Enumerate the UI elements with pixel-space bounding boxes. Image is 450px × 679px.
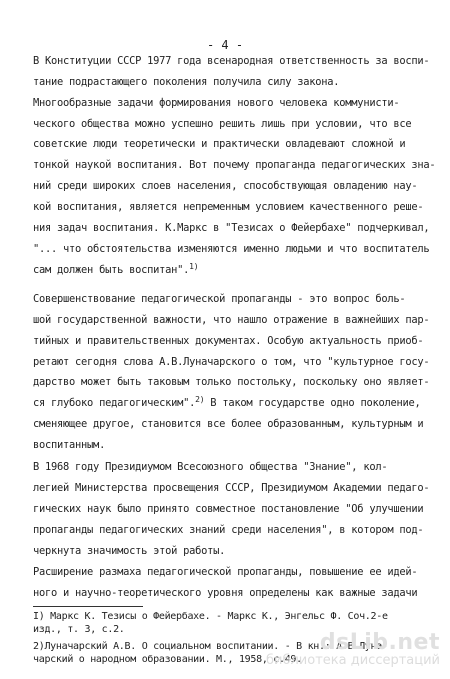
text-line: легией Министерства просвещения СССР, Президиумом Академии педаго- [33,482,430,494]
footnote-separator [33,606,143,607]
text-line [33,264,198,276]
text-line: ния задач воспитания. К.Маркс в "Тезисах о Фейербахе" подчеркивал, [33,222,430,234]
text-line: тонкой наукой воспитания. Вот почему пропаганда педагогических зна- [33,159,436,171]
text-line: ний среди широких слоев населения, способствующая овладению нау- [33,180,418,192]
text-line: шой государственной важности, что нашло отражение в важнейших пар- [33,314,430,326]
text-line: сменяющее другое, становится все более образованным, культурным и [33,418,424,430]
text-line: "... что обстоятельства изменяются именно людьми и что воспитатель [33,243,430,255]
text-line: ного и научно-теоретического уровня определены как важные задачи [33,587,418,599]
text-line: черкнута значимость этой работы. [33,545,226,557]
text-segment: В таком государстве одно поколение, [204,397,421,409]
text-line: тийных и правительственных документах. Особую актуальность приоб- [33,335,424,347]
text-line: тание подрастающего поколения получила силу закона. [33,76,340,88]
text-line [33,397,421,409]
footnote-line: I) Маркс К. Тезисы о Фейербахе. - Маркс К., Энгельс Ф. Соч.2-е [33,611,388,622]
text-line: Совершенствование педагогической пропаганды - это вопрос боль- [33,293,406,305]
text-line: Расширение размаха педагогической пропаганды, повышение ее идей- [33,566,418,578]
text-line: ческого общества можно успешно решить лишь при условии, что все [33,118,412,130]
footnote-line: изд., т. 3, с.2. [33,624,125,635]
text-line: советские люди теоретически и практически овладевают сложной и [33,138,406,150]
text-segment: ся глубоко педагогическим". [33,397,196,409]
footnote-line: 2)Луначарский А.В. О социальном воспитании. - В кн.: А.В.Луна- [33,641,388,652]
footnote-line: чарский о народном образовании. М., 1958, с.49. [33,654,302,665]
text-line: дарство может быть таковым только постольку, поскольку оно являет- [33,376,430,388]
watermark-caption: библиотека диссертаций [266,653,440,668]
text-line: В Конституции СССР 1977 года всенародная ответственность за воспи- [33,55,430,67]
watermark-logo: dsLib.net [319,630,440,655]
text-segment: сам должен быть воспитан". [33,264,190,276]
page-number: - 4 - [206,38,244,52]
text-line: В 1968 году Президиумом Всесоюзного общества "Знание", кол- [33,461,388,473]
text-line: гических наук было принято совместное постановление "Об улучшении [33,503,424,515]
text-line: пропаганды педагогических знаний среди населения", в котором под- [33,524,424,536]
text-line: воспитанным. [33,439,106,451]
text-line: Многообразные задачи формирования нового человека коммунисти- [33,97,400,109]
watermark [266,630,440,668]
footnote-ref: 1) [189,262,199,271]
text-line: ретают сегодня слова А.В.Луначарского о том, что "культурное госу- [33,356,430,368]
text-line: кой воспитания, является непременным условием качественного реше- [33,201,424,213]
footnote-ref: 2) [195,395,205,404]
